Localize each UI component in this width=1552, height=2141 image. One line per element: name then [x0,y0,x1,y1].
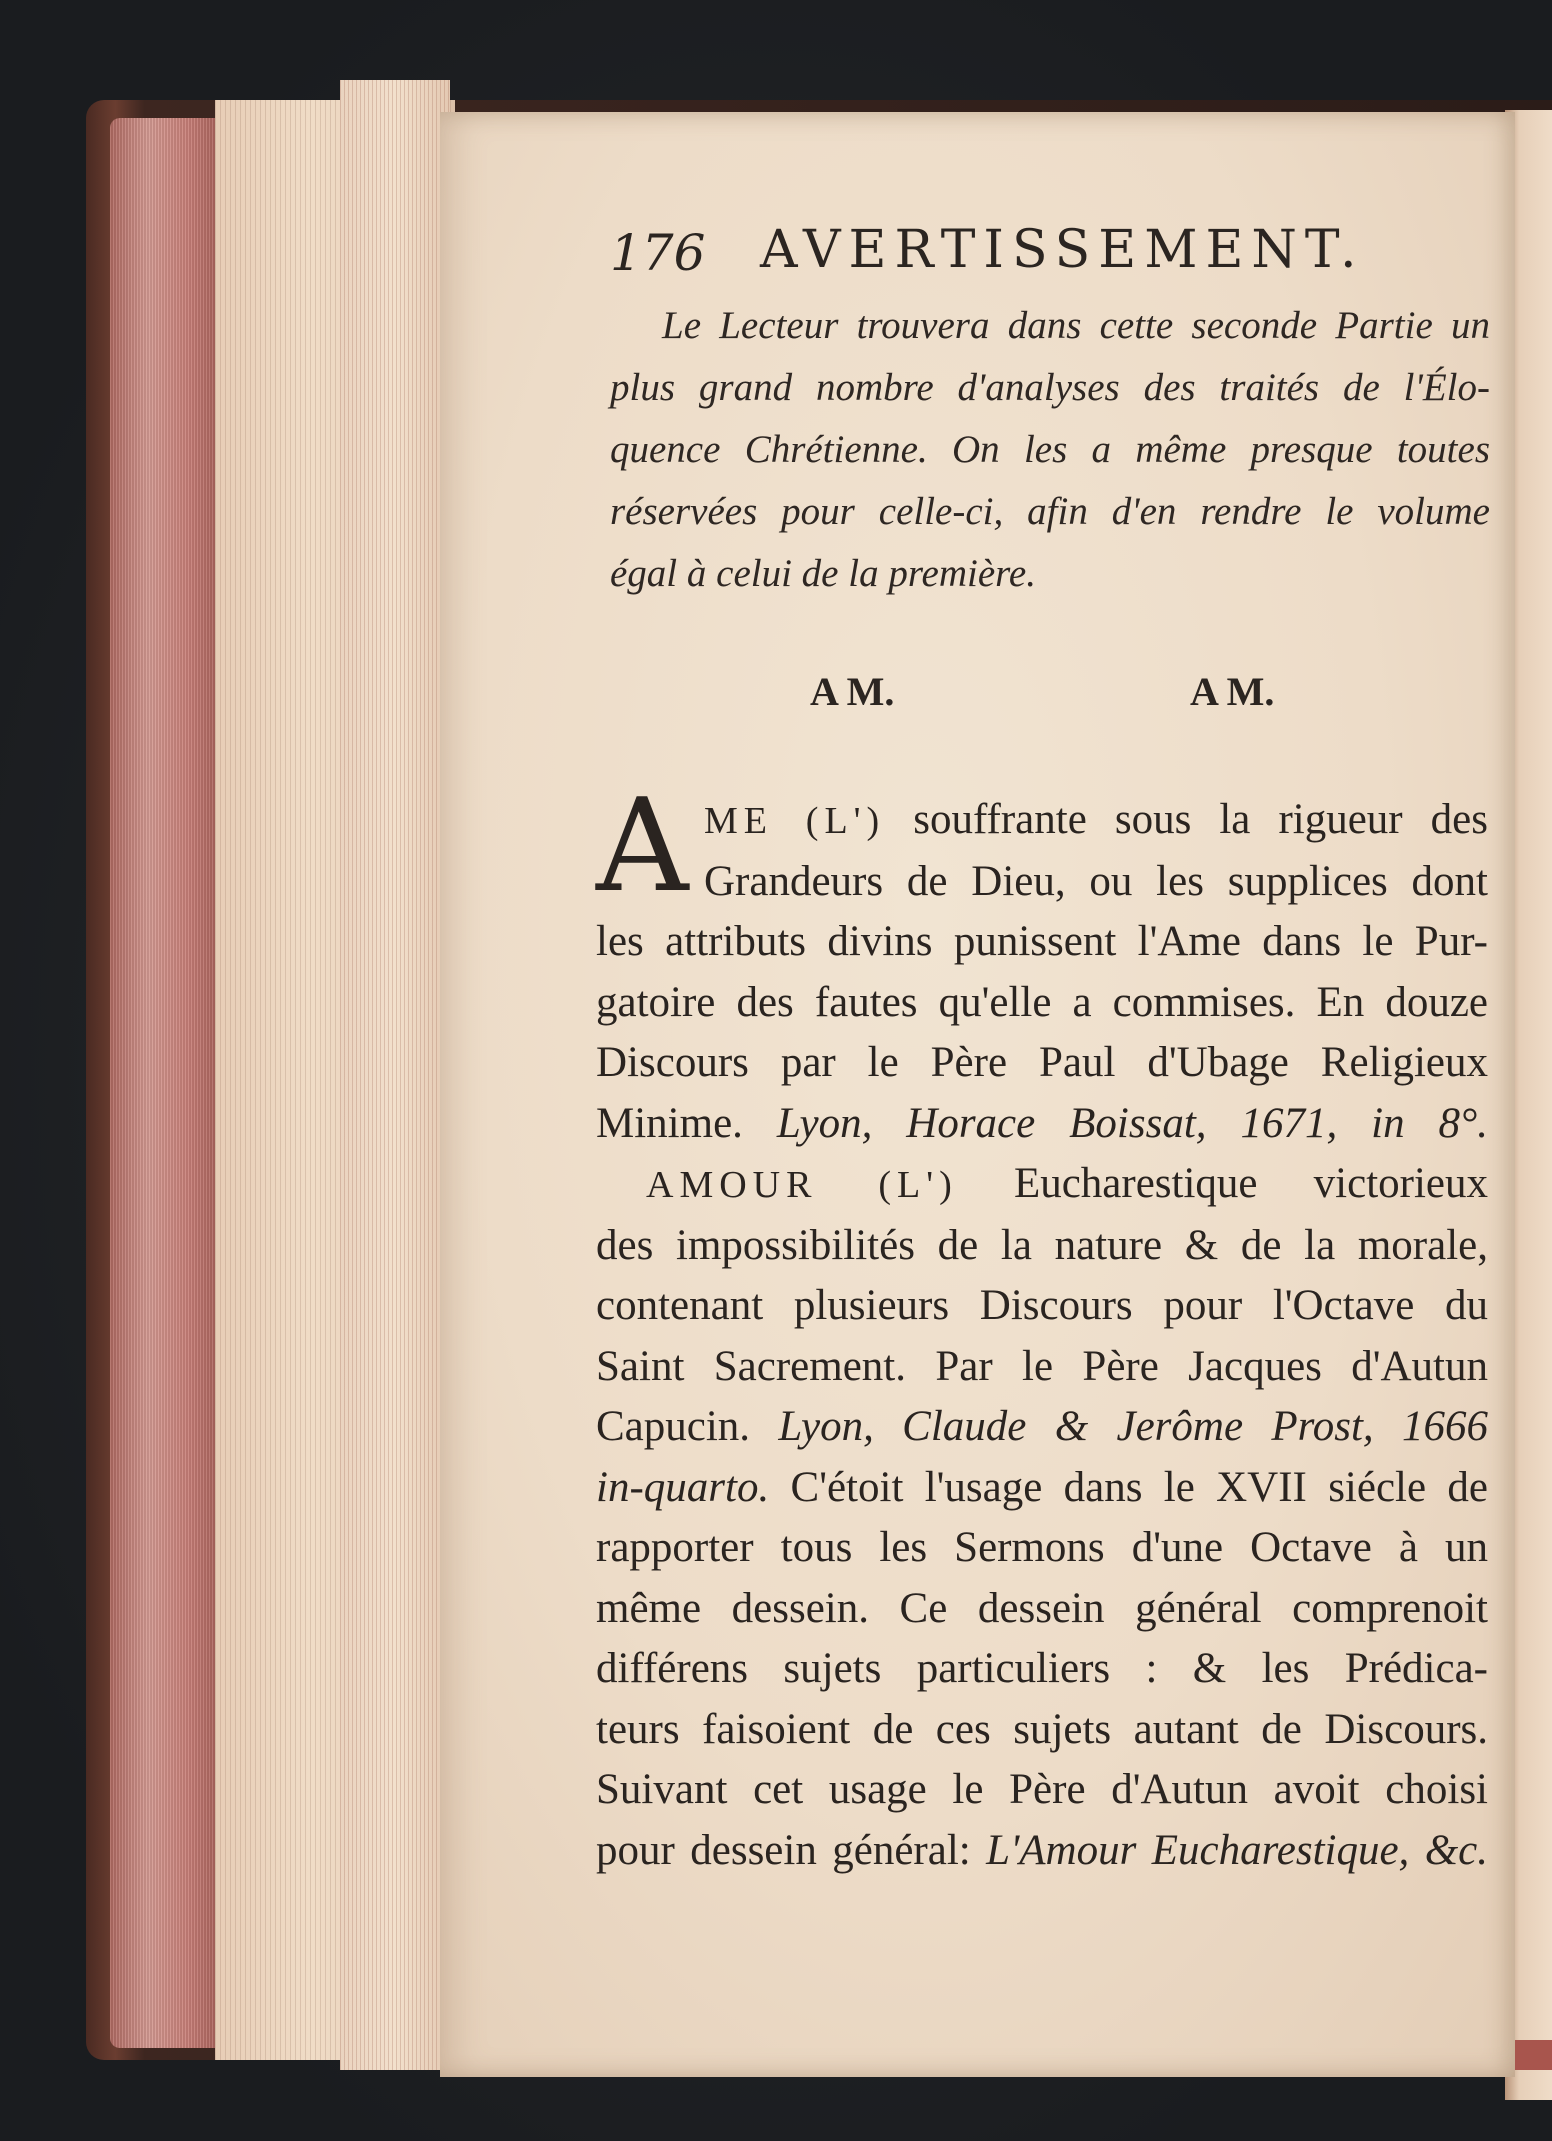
notice-line: quence Chrétienne. On les a même presque toutes [610,428,1490,471]
entry1-line: gatoire des fautes qu'elle a commises. En douze [596,978,1488,1026]
entry2-line: même dessein. Ce dessein général comprenoit [596,1584,1488,1632]
running-head-title: AVERTISSEMENT. [760,220,1365,280]
entry2-line [596,1821,1488,1882]
entry2-line: teurs faisoient de ces sujets autant de Discours. [596,1705,1488,1753]
page-stack-edges-inner [340,80,450,2070]
entry2-line: Saint Sacrement. Par le Père Jacques d'Autun [596,1342,1488,1390]
entry2-line-text: Capucin. [596,1403,751,1450]
entry1-line [596,790,1488,852]
entry1-headword: ME (L') [704,800,886,842]
section-head-left: A M. [810,669,895,714]
running-head [610,218,1390,288]
notice-line: égal à celui de la première. [610,552,1036,595]
page-number: 176 [610,224,706,282]
notice-paragraph [610,295,1490,605]
entry2-imprint: Lyon, Claude & Jerôme Prost, 1666 [778,1403,1488,1450]
entry1-line: les attributs divins punissent l'Ame dans le Pur- [596,918,1488,965]
section-heads [610,668,1490,728]
entry2-line [596,1154,1488,1216]
entry1-line-text: souffrante sous la rigueur des [913,796,1489,843]
notice-line: Le Lecteur trouvera dans cette seconde Partie un [662,304,1490,347]
entry2-headword: AMOUR (L') [646,1164,958,1206]
drop-cap: A [596,772,689,921]
entry1-line: Discours par le Père Paul d'Ubage Religieux [596,1039,1488,1086]
entry2-line [596,1458,1488,1519]
notice-line: réservées pour celle-ci, afin d'en rendre le volume [610,490,1490,533]
entry1-line: Grandeurs de Dieu, ou les supplices dont [704,857,1488,905]
entry2-line-text: Eucharestique victorieux [1013,1160,1489,1207]
notice-line: plus grand nombre d'analyses des traités de l'Élo- [610,366,1490,409]
entry2-format: in-quarto. [596,1463,770,1511]
bibliography-entries [596,772,1489,1881]
entry1-line [596,1094,1488,1155]
entry2-line: contenant plusieurs Discours pour l'Octave du [596,1282,1488,1329]
entry2-line: différens sujets particuliers : & les Prédica- [596,1645,1488,1692]
entry2-line: Suivant cet usage le Père d'Autun avoit choisi [596,1766,1488,1813]
entry2-line: des impossibilités de la nature & de la morale, [596,1221,1488,1269]
entry2-line-text: pour dessein général: [596,1826,971,1874]
section-head-right: A M. [1190,669,1275,714]
red-edge-corner [1510,2040,1552,2070]
red-page-edges [110,118,220,2048]
entry2-line-text: C'étoit l'usage dans le XVII siécle de [790,1463,1488,1511]
entry2-quote: L'Amour Eucharestique, &c. [986,1826,1489,1874]
entry2-line: rapporter tous les Sermons d'une Octave à un [596,1524,1488,1571]
entry2-line [596,1397,1488,1458]
entry1-line-text: Minime. [596,1099,743,1147]
entry1-imprint: Lyon, Horace Boissat, 1671, in 8°. [776,1099,1488,1147]
